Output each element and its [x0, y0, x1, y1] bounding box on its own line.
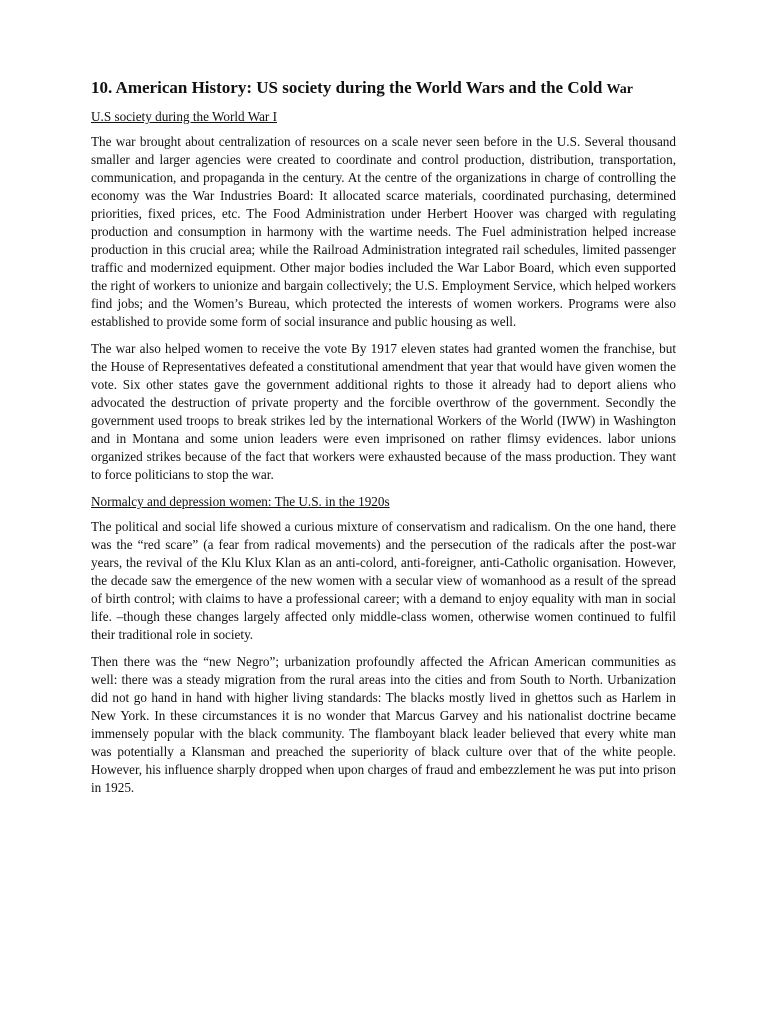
- section-heading-1920s: Normalcy and depression women: The U.S. in the 1920s: [91, 494, 390, 509]
- section-1920s: [91, 493, 676, 797]
- document-title-tail: War: [606, 82, 633, 97]
- section-ww1: [91, 108, 676, 484]
- document-title: [91, 78, 676, 100]
- paragraph-ww1-women-vote: The war also helped women to receive the vote By 1917 eleven states had granted women the franchise, but the House of Representatives defeated a constitutional amendment that year that would have given women the vote. Six other states gave the government additional rights to those it already had to deport aliens who advocated the destruction of private property and the forcible overthrow of the government. Secondly the government used troops to break strikes led by the international Workers of the World (IWW) in Washington and in Montana and some union leaders were even imprisoned on rather flimsy evidences. labor unions organized strikes because of the fact that workers were exhausted because of the mass production. They want to force politicians to stop the war.: [91, 341, 676, 482]
- document-page: [91, 78, 676, 806]
- paragraph-1920s-new-negro: Then there was the “new Negro”; urbanization profoundly affected the African American communities as well: there was a steady migration from the rural areas into the cities and from South to North. Urbanization did not go hand in hand with higher living standards: The blacks mostly lived in ghettos such as Harlem in New York. In these circumstances it is no wonder that Marcus Garvey and his nationalist doctrine became immensely popular with the black community. The flamboyant black leader believed that every white man was potentially a Klansman and preached the superiority of black culture over that of the white people. However, his influence sharply dropped when upon charges of fraud and embezzlement he was put into prison in 1925.: [91, 654, 676, 795]
- paragraph-ww1-centralization: The war brought about centralization of resources on a scale never seen before in the U.S. Several thousand smaller and larger agencies were created to coordinate and control production, distribution, transportation, communication, and propaganda in the century. At the centre of the organizations in charge of controlling the economy was the War Industries Board: It allocated scarce materials, coordinated purchasing, determined priorities, fixed prices, etc. The Food Administration under Herbert Hoover was charged with regulating production and consumption in harmony with the wartime needs. The Fuel administration helped increase production in this crucial area; while the Railroad Administration integrated rail schedules, limited passenger traffic and modernized equipment. Other major bodies included the War Labor Board, which even supported the right of workers to unionize and bargain collectively; the U.S. Employment Service, which helped workers find jobs; and the Women’s Bureau, which protected the interests of women workers. Programs were also established to provide some form of social insurance and public housing as well.: [91, 134, 676, 329]
- paragraph-1920s-politics: The political and social life showed a curious mixture of conservatism and radicalism. On the one hand, there was the “red scare” (a fear from radical movements) and the persecution of the radicals after the post-war years, the revival of the Klu Klux Klan as an anti-colord, anti-foreigner, anti-Catholic organisation. However, the decade saw the emergence of the new women with a secular view of womanhood as a result of the spread of birth control; with claims to have a professional career; with a demand to enjoy equality with man in social life. –though these changes largely affected only middle-class women, otherwise women continued to fulfil their traditional role in society.: [91, 519, 676, 642]
- document-title-main: 10. American History: US society during the World Wars and the Cold: [91, 78, 607, 97]
- section-heading-ww1: U.S society during the World War I: [91, 109, 278, 124]
